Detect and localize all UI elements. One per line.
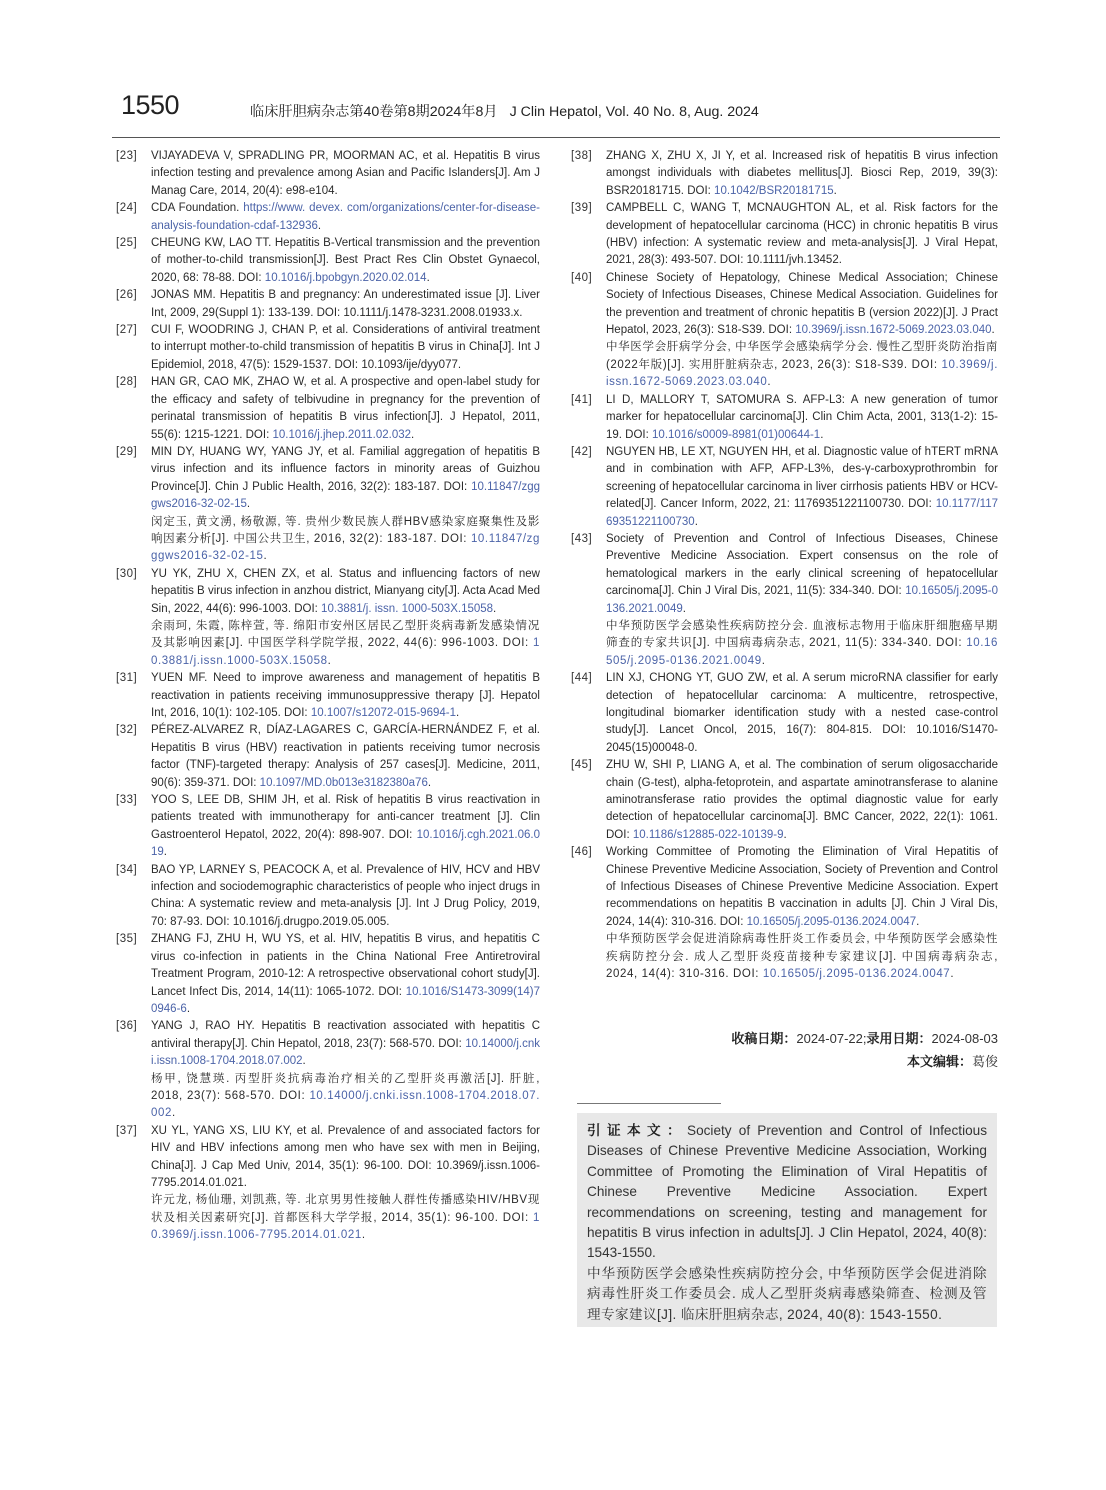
reference-chinese	[151, 618, 540, 670]
reference-chinese-end: .	[327, 654, 332, 667]
journal-running-title	[250, 101, 759, 121]
journal-title-cn: 临床肝胆病杂志第40卷第8期2024年8月	[250, 104, 498, 120]
reference-end: .	[493, 602, 497, 615]
editor-name: 葛俊	[971, 1054, 998, 1069]
citation-divider	[577, 1103, 721, 1104]
reference-end: .	[820, 428, 824, 441]
reference-end: .	[427, 776, 432, 789]
reference-end: .	[246, 498, 251, 511]
doi-link[interactable]: https://www. devex. com/organizations/center-for-disease-analysis-foundation-cdaf-132936	[151, 202, 541, 232]
reference-number: [23]	[116, 150, 138, 162]
reference-body: ZHANG FJ, ZHU H, WU YS, et al. HIV, hepatitis B virus, and hepatitis C virus co-infection in patients in the China National Free Antiretroviral Treatment Program, 2010-12: A retrospective observational cohort study[J]. Lancet Infect Dis, 2014, 14(11): 1065-1072. DOI:	[151, 933, 540, 998]
reference-chinese-body: 闵定玉, 黄文湧, 杨敬源, 等. 贵州少数民族人群HBV感染家庭聚集性及影响因素分析[J]. 中国公共卫生, 2016, 32(2): 183-187. DOI:	[151, 515, 540, 545]
reference-chinese-body: 杨甲, 饶慧瑛. 丙型肝炎抗病毒治疗相关的乙型肝炎再激活[J]. 肝脏, 2018, 23(7): 568-570. DOI:	[151, 1072, 540, 1102]
reference-number: [33]	[116, 794, 138, 807]
reference-chinese-body: 中华预防医学会感染性疾病防控分会. 血液标志物用于临床肝细胞癌早期筛查的专家共识[J]. 中国病毒病杂志, 2021, 11(5): 334-340. DOI:	[606, 619, 998, 650]
reference-chinese-end: .	[361, 1229, 366, 1242]
reference-number: [27]	[116, 324, 138, 337]
reference-number: [35]	[116, 933, 138, 946]
doi-link[interactable]: 10.3881/j. issn. 1000-503X.15058	[321, 602, 494, 615]
reference-chinese-body: 余雨珂, 朱霞, 陈梓萱, 等. 绵阳市安州区居民乙型肝炎病毒新发感染情况及其影响因素[J]. 中国医学科学院学报, 2022, 44(6): 996-1003. DOI:	[151, 619, 540, 650]
reference-number: [31]	[116, 672, 138, 685]
reference-number: [25]	[116, 237, 138, 250]
doi-link-chinese[interactable]: 10.3881/j.issn.1000-503X.15058	[151, 637, 540, 667]
reference-end: .	[426, 271, 430, 284]
article-dates	[571, 1027, 998, 1073]
reference-body: Society of Prevention and Control of Infectious Diseases, Chinese Preventive Medicine Association. Expert consensus on the role of hematological markers in the early clinical screening of hepatocellular carcinoma[J]. Chin J Viral Dis, 2021, 11(5): 334-340. DOI:	[606, 532, 998, 598]
received-accepted-line	[571, 1027, 998, 1050]
received-date: 2024-07-22	[796, 1031, 863, 1046]
doi-link[interactable]: 10.16505/j.2095-0136.2024.0047	[746, 915, 917, 928]
reference-end: .	[317, 219, 322, 232]
doi-link-chinese[interactable]: 10.3969/j.issn.1672-5069.2023.03.040	[606, 358, 998, 389]
reference-number: [44]	[571, 672, 593, 685]
reference-end: .	[694, 515, 698, 528]
reference-body: XU YL, YANG XS, LIU KY, et al. Prevalence of and associated factors for HIV and HBV infections among men who have sex with men in Beijing, China[J]. J Cap Med Univ, 2014, 35(1): 96-100. DOI: 10.3969/j.issn.1006-7795.2014.01.021.	[151, 1124, 540, 1189]
reference-body: JONAS MM. Hepatitis B and pregnancy: An underestimated issue [J]. Liver Int, 2009, 29(Suppl 1): 133-139. DOI: 10.1111/j.1478-3231.2008.01933.x.	[151, 289, 540, 319]
reference-text	[151, 148, 540, 200]
reference-number: [30]	[116, 567, 138, 580]
reference-body: CUI F, WOODRING J, CHAN P, et al. Considerations of antiviral treatment to interrupt mother-to-child transmission of hepatitis B virus in China[J]. Int J Epidemiol, 2018, 47(5): 1529-1537. DOI: 10.1093/ije/dyy077.	[151, 324, 540, 371]
reference-text	[151, 792, 540, 862]
reference-text	[151, 374, 540, 444]
editor-line	[571, 1050, 998, 1073]
doi-link[interactable]: 10.1186/s12885-022-10139-9	[632, 828, 784, 841]
reference-text	[151, 931, 540, 1018]
reference-number: [42]	[571, 445, 593, 458]
reference-body: YANG J, RAO HY. Hepatitis B reactivation associated with hepatitis C antiviral therapy[J]. Chin Hepatol, 2018, 23(7): 568-570. DOI:	[151, 1020, 540, 1050]
reference-body: Working Committee of Promoting the Elimination of Viral Hepatitis of Chinese Preventive Medicine Association, Society of Prevention and Control of Infectious Diseases of Chinese Preventive Medicine Association. Expert recommendations on hepatitis B vaccination in adults [J]. Chin J Viral Dis, 2024, 14(4): 310-316. DOI:	[606, 846, 998, 928]
editor-label: 本文编辑：	[906, 1054, 972, 1069]
reference-item	[571, 148, 998, 200]
reference-chinese-end: .	[767, 376, 772, 389]
reference-chinese-end: .	[263, 550, 268, 563]
doi-link-chinese[interactable]: 10.11847/zgggws2016-32-02-15	[151, 532, 540, 563]
reference-body: ZHANG X, ZHU X, JI Y, et al. Increased risk of hepatitis B virus infection amongst individuals with diabetes mellitus[J]. Biosci Rep, 2019, 39(3): BSR20181715. DOI:	[606, 150, 998, 197]
cite-this-article-box	[577, 1113, 997, 1327]
reference-number: [24]	[116, 202, 138, 215]
reference-end: .	[783, 828, 787, 841]
reference-text	[606, 670, 998, 757]
reference-item	[116, 287, 540, 322]
reference-item	[116, 1018, 540, 1122]
doi-link[interactable]: 10.1177/11769351221100730	[606, 498, 998, 528]
reference-body: HAN GR, CAO MK, ZHAO W, et al. A prospective and open-label study for the efficacy and safety of telbivudine in pregnancy for the prevention of perinatal transmission of hepatitis B virus infection[J]. J Hepatol, 2011, 55(6): 1215-1221. DOI:	[151, 376, 540, 441]
reference-item	[116, 862, 540, 932]
reference-item	[116, 722, 540, 792]
reference-item	[571, 757, 998, 844]
page-number: 1550	[121, 90, 180, 120]
reference-chinese-end: .	[761, 654, 766, 667]
references-left-column	[116, 148, 540, 1245]
reference-end: .	[455, 707, 460, 719]
reference-text	[606, 531, 998, 618]
citation-english: Society of Prevention and Control of Infectious Diseases of Chinese Preventive Medicine Association, Working Committee of Promoting the Elimination of Viral Hepatitis of Chinese Preventive Medicine Association. Expert recommendations on screening, testing and management for hepatitis B virus infection in adults[J]. J Clin Hepatol, 2024, 40(8): 1543-1550.	[587, 1123, 988, 1261]
reference-item	[571, 392, 998, 444]
reference-item	[571, 844, 998, 983]
reference-body: CHEUNG KW, LAO TT. Hepatitis B-Vertical transmission and the prevention of mother-to-child transmission[J]. Best Pract Res Clin Obstet Gynaecol, 2020, 68: 78-88. DOI:	[151, 237, 540, 284]
running-header	[121, 88, 999, 138]
doi-link[interactable]: 10.11847/zgggws2016-32-02-15	[151, 480, 540, 511]
reference-number: [28]	[116, 376, 138, 389]
reference-item	[116, 200, 540, 235]
reference-number: [41]	[571, 393, 593, 406]
received-label: 收稿日期：	[731, 1031, 797, 1046]
doi-link[interactable]: 10.1016/S1473-3099(14)70946-6	[151, 985, 540, 1015]
doi-link[interactable]: 10.14000/j.cnki.issn.1008-1704.2018.07.002	[151, 1037, 540, 1068]
reference-item	[116, 566, 540, 670]
reference-body: PÉREZ-ALVAREZ R, DÍAZ-LAGARES C, GARCÍA-HERNÁNDEZ F, et al. Hepatitis B virus (HBV) reactivation in patients receiving tumor necrosis factor (TNF)-targeted therapy: Analysis of 257 cases[J]. Medicine, 2011, 90(6): 359-371. DOI:	[151, 724, 540, 789]
doi-link[interactable]: 10.1007/s12072-015-9694-1	[310, 707, 456, 719]
reference-body: CDA Foundation.	[151, 202, 244, 215]
reference-body: CAMPBELL C, WANG T, MCNAUGHTON AL, et al. Risk factors for the development of hepatocellular carcinoma (HCC) in chronic hepatitis B virus (HBV) infection: A systematic review and meta-analysis[J]. J Viral Hepat, 2021, 28(3): 493-507. DOI: 10.1111/jvh.13452.	[606, 202, 998, 267]
citation-label: 引证本文：	[587, 1123, 687, 1138]
reference-text	[606, 444, 998, 531]
reference-end: .	[916, 915, 920, 928]
reference-text	[606, 392, 998, 444]
reference-number: [38]	[571, 150, 593, 162]
reference-text	[606, 148, 998, 200]
reference-text	[606, 844, 998, 931]
doi-link[interactable]: 10.1016/j.cgh.2021.06.019	[151, 828, 540, 859]
reference-body: YU YK, ZHU X, CHEN ZX, et al. Status and influencing factors of new hepatitis B virus infection in anzhou district, Mianyang city[J]. Acta Acad Med Sin, 2022, 44(6): 996-1003. DOI:	[151, 567, 540, 615]
reference-number: [39]	[571, 202, 593, 215]
reference-text	[151, 670, 540, 722]
reference-number: [40]	[571, 271, 593, 284]
reference-text	[606, 200, 998, 270]
doi-link[interactable]: 10.16505/j.2095-0136.2021.0049	[606, 585, 998, 615]
reference-chinese	[606, 618, 998, 670]
reference-text	[151, 200, 540, 235]
reference-chinese-body: 中华预防医学会促进消除病毒性肝炎工作委员会, 中华预防医学会感染性疾病防控分会. 成人乙型肝炎疫苗接种专家建议[J]. 中国病毒病杂志, 2024, 14(4): 310-316. DOI:	[606, 933, 998, 981]
reference-item	[571, 670, 998, 757]
reference-chinese	[151, 1071, 540, 1123]
reference-body: Chinese Society of Hepatology, Chinese Medical Association; Chinese Society of Infectious Diseases, Chinese Medical Association. Guidelines for the prevention and treatment of chronic hepatitis B (version 2022)[J]. J Pract Hepatol, 2023, 26(3): S18-S39. DOI:	[606, 271, 998, 337]
journal-title-en: J Clin Hepatol, Vol. 40 No. 8, Aug. 2024	[509, 104, 759, 120]
reference-item	[116, 148, 540, 200]
reference-number: [46]	[571, 846, 593, 859]
doi-link[interactable]: 10.1042/BSR20181715	[714, 184, 834, 197]
accepted-date: 2024-08-03	[931, 1031, 998, 1046]
reference-number: [26]	[116, 289, 138, 302]
reference-text	[151, 235, 540, 287]
reference-item	[571, 531, 998, 670]
doi-link[interactable]: 10.1097/MD.0b013e3182380a76	[259, 776, 428, 789]
reference-item	[571, 444, 998, 531]
header-rule	[112, 137, 1000, 138]
reference-body: VIJAYADEVA V, SPRADLING PR, MOORMAN AC, et al. Hepatitis B virus infection testing and prevalence among Asian and Pacific Islanders[J]. Am J Manag Care, 2014, 20(4): e98-e104.	[151, 150, 540, 197]
reference-text	[606, 270, 998, 340]
doi-link[interactable]: 10.1016/s0009-8981(01)00644-1	[652, 428, 821, 441]
reference-item	[116, 931, 540, 1018]
reference-number: [32]	[116, 724, 138, 737]
reference-end: .	[302, 1055, 306, 1068]
reference-number: [36]	[116, 1020, 138, 1033]
reference-end: .	[163, 846, 167, 859]
reference-body: YUEN MF. Need to improve awareness and management of hepatitis B reactivation in patients receiving immunosuppressive therapy [J]. Hepatol Int, 2016, 10(1): 102-105. DOI:	[151, 672, 540, 719]
reference-chinese	[606, 339, 998, 391]
reference-body: ZHU W, SHI P, LIANG A, et al. The combination of serum oligosaccharide chain (G-test), alpha-fetoprotein, and aspartate aminotransferase to alanine aminotransferase ratio provides the optimal diagnostic value for early detection of hepatocellular carcinoma[J]. BMC Cancer, 2022, 22(1): 1061. DOI:	[606, 759, 998, 841]
doi-link[interactable]: 10.1016/j.jhep.2011.02.032	[272, 428, 412, 441]
doi-link-chinese[interactable]: 10.14000/j.cnki.issn.1008-1704.2018.07.002	[151, 1089, 540, 1120]
reference-number: [43]	[571, 532, 593, 545]
reference-body: NGUYEN HB, LE XT, NGUYEN HH, et al. Diagnostic value of hTERT mRNA and in combination with AFP, AFP-L3%, des-γ-carboxyprothrombin for screening of hepatocellular carcinoma in liver cirrhosis patients HBV or HCV-related[J]. Cancer Inform, 2022, 21: 11769351221100730. DOI:	[606, 445, 998, 511]
reference-item	[116, 670, 540, 722]
reference-text	[151, 566, 540, 618]
reference-body: BAO YP, LARNEY S, PEACOCK A, et al. Prevalence of HIV, HCV and HBV infection and sociodemographic characteristics of people who inject drugs in China: A systematic review and meta-analysis [J]. Int J Drug Policy, 2019, 70: 87-93. DOI: 10.1016/j.drugpo.2019.05.005.	[151, 863, 540, 928]
reference-item	[116, 1123, 540, 1245]
doi-link-chinese[interactable]: 10.16505/j.2095-0136.2024.0047	[762, 968, 951, 981]
reference-body: LIN XJ, CHONG YT, GUO ZW, et al. A serum microRNA classifier for early detection of hepatocellular carcinoma: A multicentre, retrospective, longitudinal biomarker identification study with a nested case-control study[J]. Lancet Oncol, 2015, 16(7): 804-815. DOI: 10.1016/S1470-2045(15)00048-0.	[606, 672, 998, 754]
doi-link-chinese[interactable]: 10.16505/j.2095-0136.2021.0049	[606, 637, 998, 667]
reference-chinese-end: .	[172, 1107, 176, 1120]
reference-item	[116, 792, 540, 862]
reference-text	[606, 757, 998, 844]
accepted-label: 录用日期：	[866, 1031, 932, 1046]
reference-text	[151, 722, 540, 792]
reference-item	[116, 235, 540, 287]
date-separator: ;	[862, 1031, 867, 1046]
reference-item	[116, 374, 540, 444]
reference-chinese	[151, 1192, 540, 1244]
reference-chinese	[151, 514, 540, 566]
reference-number: [45]	[571, 759, 593, 772]
reference-chinese-body: 中华医学会肝病学分会, 中华医学会感染病学分会. 慢性乙型肝炎防治指南(2022年版)[J]. 实用肝脏病杂志, 2023, 26(3): S18-S39. DOI:	[606, 341, 998, 371]
reference-end: .	[411, 428, 415, 441]
doi-link[interactable]: 10.3969/j.issn.1672-5069.2023.03.040	[795, 324, 992, 337]
reference-end: .	[682, 602, 686, 615]
reference-end: .	[833, 184, 837, 197]
reference-number: [37]	[116, 1124, 138, 1137]
reference-chinese-end: .	[950, 968, 955, 981]
reference-item	[571, 200, 998, 270]
reference-text	[151, 862, 540, 932]
reference-text	[151, 287, 540, 322]
reference-body: YOO S, LEE DB, SHIM JH, et al. Risk of hepatitis B virus reactivation in patients treated with immunotherapy for anti-cancer treatment [J]. Clin Gastroenterol Hepatol, 2022, 20(4): 898-907. DOI:	[151, 794, 540, 841]
reference-item	[116, 322, 540, 374]
references-right-column	[571, 148, 998, 984]
reference-item	[571, 270, 998, 392]
reference-body: MIN DY, HUANG WY, YANG JY, et al. Familial aggregation of hepatitis B virus infection and its influence factors in minority areas of Guizhou Province[J]. Chin J Public Health, 2016, 32(2): 183-187. DOI:	[151, 445, 540, 493]
reference-chinese	[606, 931, 998, 983]
reference-item	[116, 444, 540, 566]
reference-text	[151, 444, 540, 514]
reference-end: .	[186, 1002, 191, 1015]
reference-end: .	[991, 324, 995, 337]
reference-text	[151, 1018, 540, 1070]
doi-link-chinese[interactable]: 10.3969/j.issn.1006-7795.2014.01.021	[151, 1211, 540, 1242]
reference-text	[151, 1123, 540, 1193]
citation-chinese: 中华预防医学会感染性疾病防控分会, 中华预防医学会促进消除病毒性肝炎工作委员会. 成人乙型肝炎病毒感染筛查、检测及管理专家建议[J]. 临床肝胆病杂志, 2024, 40(8): 1543-1550.	[587, 1265, 987, 1322]
reference-number: [34]	[116, 863, 138, 876]
reference-body: LI D, MALLORY T, SATOMURA S. AFP-L3: A new generation of tumor marker for hepatocellular carcinoma[J]. Clin Chim Acta, 2001, 313(1-2): 15-19. DOI:	[606, 393, 998, 441]
reference-text	[151, 322, 540, 374]
doi-link[interactable]: 10.1016/j.bpobgyn.2020.02.014	[264, 271, 427, 284]
reference-number: [29]	[116, 445, 138, 458]
reference-chinese-body: 许元龙, 杨仙珊, 刘凯燕, 等. 北京男男性接触人群性传播感染HIV/HBV现状及相关因素研究[J]. 首都医科大学学报, 2014, 35(1): 96-100. DOI:	[151, 1194, 540, 1224]
